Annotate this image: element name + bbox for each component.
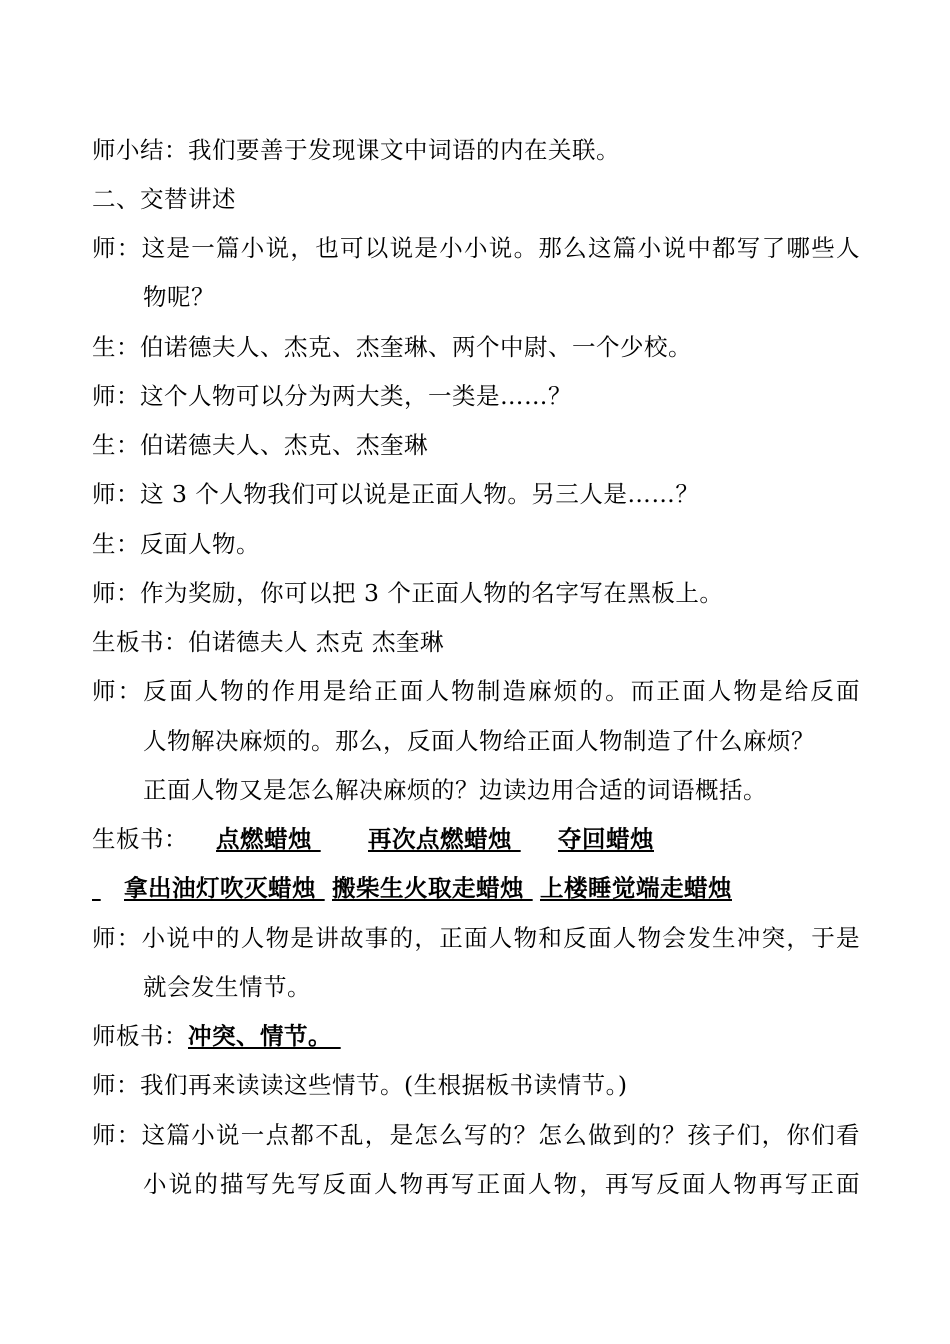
dialogue-line: 师：作为奖励，你可以把 3 个正面人物的名字写在黑板上。 <box>92 579 724 607</box>
dialogue-line: 师：这个人物可以分为两大类，一类是……？ <box>92 382 572 410</box>
dialogue-line: 师：反面人物的作用是给正面人物制造麻烦的。而正面人物是给反面 <box>92 677 860 705</box>
dialogue-line: 师：小说中的人物是讲故事的，正面人物和反面人物会发生冲突，于是 <box>92 924 860 952</box>
dialogue-line: 师：我们再来读读这些情节。(生根据板书读情节。) <box>92 1071 628 1099</box>
section-heading: 二、交替讲述 <box>92 185 236 213</box>
summary-line: 师小结：我们要善于发现课文中词语的内在关联。 <box>92 136 620 164</box>
dialogue-line: 师：这 3 个人物我们可以说是正面人物。另三人是……？ <box>92 480 700 508</box>
board-item: 冲突、情节。 <box>188 1022 332 1050</box>
board-item: 再次点燃蜡烛 <box>368 825 512 853</box>
dialogue-line-continued: 就会发生情节。 <box>143 973 311 1001</box>
dialogue-line-continued: 人物解决麻烦的。那么，反面人物给正面人物制造了什么麻烦？ <box>143 727 815 755</box>
board-writing-conflict <box>92 1021 341 1051</box>
dialogue-line-continued: 小说的描写先写反面人物再写正面人物，再写反面人物再写正面 <box>143 1170 860 1198</box>
board-item: 搬柴生火取走蜡烛 <box>332 874 524 902</box>
board-writing-plot-2 <box>92 873 732 903</box>
dialogue-line-continued: 物呢？ <box>143 283 215 311</box>
dialogue-line: 生：伯诺德夫人、杰克、杰奎琳、两个中尉、一个少校。 <box>92 333 692 361</box>
board-writing-line: 生板书：伯诺德夫人 杰克 杰奎琳 <box>92 628 444 656</box>
board-item: 点燃蜡烛 <box>216 825 312 853</box>
dialogue-line: 师：这是一篇小说，也可以说是小小说。那么这篇小说中都写了哪些人 <box>92 234 860 262</box>
board-item: 拿出油灯吹灭蜡烛 <box>124 874 316 902</box>
dialogue-line-continued: 正面人物又是怎么解决麻烦的？边读边用合适的词语概括。 <box>143 776 767 804</box>
board-item: 上楼睡觉端走蜡烛 <box>540 874 732 902</box>
dialogue-line: 生：反面人物。 <box>92 530 260 558</box>
board-prefix: 生板书： <box>92 825 188 853</box>
board-prefix: 师板书： <box>92 1022 188 1050</box>
board-writing-plot-1 <box>92 824 654 854</box>
board-item: 夺回蜡烛 <box>558 825 654 853</box>
dialogue-line: 生：伯诺德夫人、杰克、杰奎琳 <box>92 431 428 459</box>
dialogue-line: 师：这篇小说一点都不乱，是怎么写的？怎么做到的？孩子们，你们看 <box>92 1121 860 1149</box>
